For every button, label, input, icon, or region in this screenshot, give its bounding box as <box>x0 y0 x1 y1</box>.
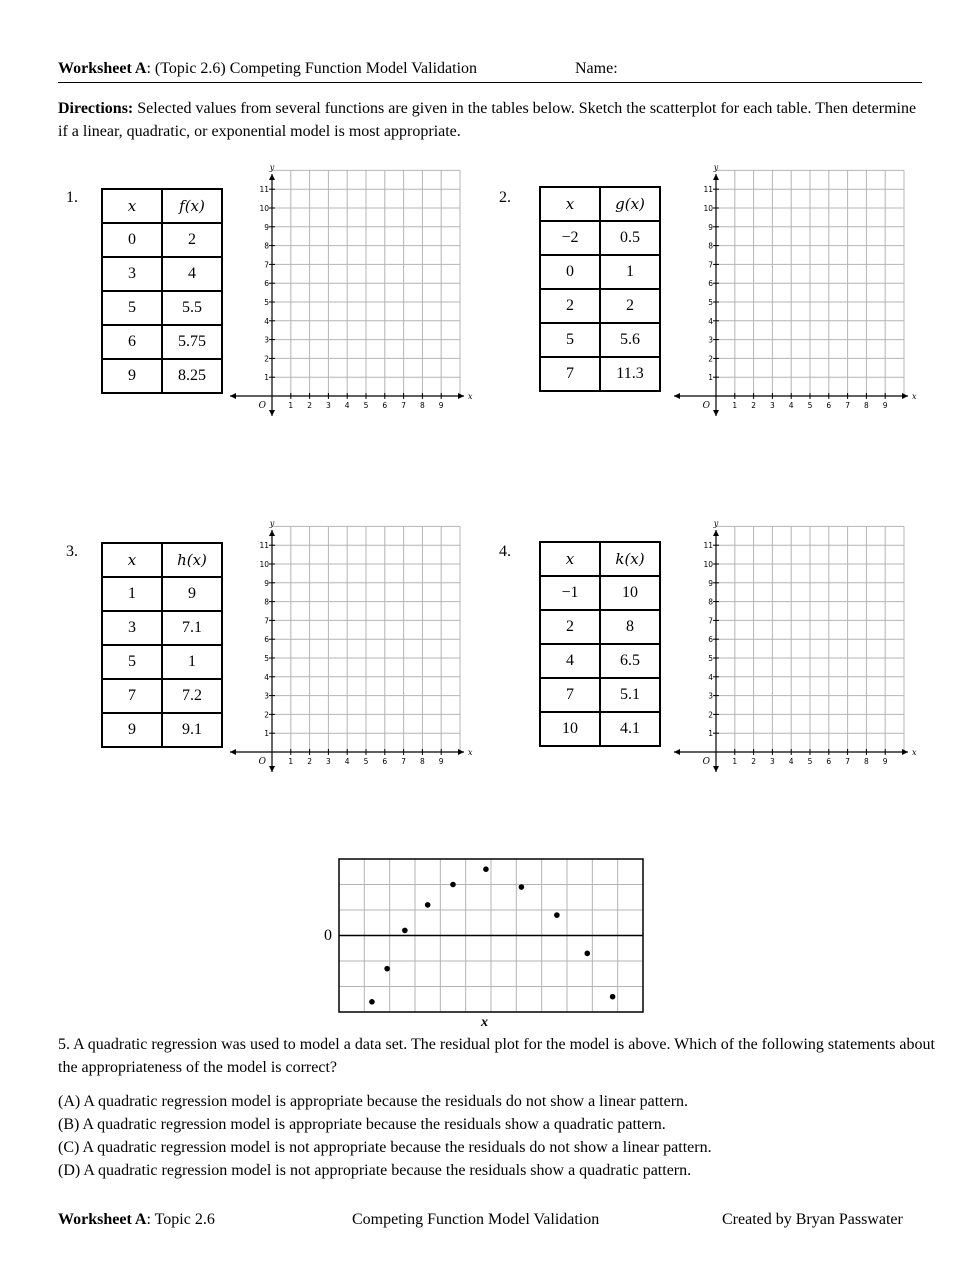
y-tick-label: 6 <box>708 635 713 645</box>
x-tick-label: 8 <box>420 401 425 410</box>
x-tick-label: 7 <box>401 757 406 766</box>
y-axis-label: y <box>269 519 275 528</box>
problem-2-graph[interactable] <box>672 160 918 420</box>
residual-point <box>483 866 489 872</box>
y-tick-label: 7 <box>708 616 713 626</box>
x-tick-label: 8 <box>864 401 869 410</box>
worksheet-header <box>58 58 922 83</box>
y-tick-label: 11 <box>703 541 713 551</box>
x-cell: 7 <box>540 357 600 391</box>
y-cell: 5.1 <box>600 678 660 712</box>
residual-point <box>369 999 375 1005</box>
table-header-row <box>102 189 222 223</box>
y-tick-label: 4 <box>708 672 713 682</box>
choice-b[interactable]: (B) A quadratic regression model is appropriate because the residuals show a quadratic pattern. <box>58 1116 666 1133</box>
x-tick-label: 3 <box>770 757 775 766</box>
residual-plot <box>338 858 644 1014</box>
x-tick-label: 1 <box>732 401 738 410</box>
y-tick-label: 10 <box>703 204 713 213</box>
x-axis-arrow-left <box>230 749 236 755</box>
x-header: x <box>102 189 162 223</box>
table-row <box>540 323 660 357</box>
y-tick-label: 8 <box>264 241 269 251</box>
x-cell: 10 <box>540 712 600 746</box>
table-header-row <box>540 187 660 221</box>
y-tick-label: 1 <box>264 729 269 739</box>
y-tick-label: 9 <box>708 578 713 588</box>
table-row <box>540 255 660 289</box>
y-cell: 4.1 <box>600 712 660 746</box>
y-tick-label: 3 <box>708 335 713 345</box>
residual-point <box>610 994 616 1000</box>
y-tick-label: 5 <box>264 654 269 663</box>
x-tick-label: 1 <box>288 757 294 766</box>
y-tick-label: 6 <box>264 635 269 645</box>
origin-label: O <box>702 757 710 767</box>
y-tick-label: 7 <box>264 616 269 626</box>
footer-left: Worksheet A: Topic 2.6 <box>58 1211 215 1228</box>
directions <box>58 97 928 143</box>
directions-label: Directions: <box>58 100 134 117</box>
y-tick-label: 1 <box>708 373 713 383</box>
residual-zero-label: 0 <box>324 927 332 944</box>
x-tick-label: 9 <box>882 401 888 410</box>
x-axis-arrow-right <box>458 393 464 399</box>
problem-2-table <box>539 186 661 392</box>
y-cell: 9.1 <box>162 713 222 747</box>
question-5-choices <box>58 1090 938 1182</box>
x-cell: 3 <box>102 257 162 291</box>
table-row <box>540 712 660 746</box>
y-tick-label: 6 <box>708 279 713 289</box>
x-cell: 5 <box>102 291 162 325</box>
x-tick-label: 5 <box>807 757 813 766</box>
x-tick-label: 2 <box>307 401 312 410</box>
y-axis-arrow-up <box>713 174 719 180</box>
y-tick-label: 11 <box>259 541 269 551</box>
choice-a[interactable]: (A) A quadratic regression model is appropriate because the residuals do not show a linear pattern. <box>58 1093 689 1110</box>
x-tick-label: 5 <box>363 757 369 766</box>
y-cell: 2 <box>600 289 660 323</box>
choice-c[interactable]: (C) A quadratic regression model is not appropriate because the residuals do not show a linear pattern. <box>58 1139 712 1156</box>
directions-text: Selected values from several functions are given in the tables below. Sketch the scatterplot for each table. Then determine if a linear, quadratic, or exponential model is most appropriate. <box>58 100 917 140</box>
x-tick-label: 7 <box>401 401 406 410</box>
x-axis-arrow-right <box>458 749 464 755</box>
y-axis-arrow-down <box>713 766 719 772</box>
y-cell: 0.5 <box>600 221 660 255</box>
x-tick-label: 2 <box>751 401 756 410</box>
x-tick-label: 7 <box>845 401 850 410</box>
footer-center: Competing Function Model Validation <box>352 1211 600 1228</box>
x-tick-label: 6 <box>382 757 388 766</box>
x-cell: 2 <box>540 289 600 323</box>
problem-4-number: 4. <box>499 543 511 560</box>
table-header-row <box>540 542 660 576</box>
problem-4-graph[interactable] <box>672 516 918 776</box>
residual-point <box>450 882 456 888</box>
y-tick-label: 1 <box>264 373 269 383</box>
x-cell: 7 <box>540 678 600 712</box>
x-cell: 9 <box>102 713 162 747</box>
problem-3-table <box>101 542 223 748</box>
y-cell: 5.75 <box>162 325 222 359</box>
y-cell: 7.1 <box>162 611 222 645</box>
y-tick-label: 7 <box>708 260 713 270</box>
y-cell: 1 <box>162 645 222 679</box>
g-header: g(x) <box>600 187 660 221</box>
x-axis-arrow-left <box>674 393 680 399</box>
x-axis-arrow-right <box>902 749 908 755</box>
x-cell: 6 <box>102 325 162 359</box>
y-axis-label: y <box>713 163 719 172</box>
x-cell: −2 <box>540 221 600 255</box>
x-tick-label: 4 <box>344 757 350 766</box>
origin-label: O <box>702 401 710 411</box>
x-header: x <box>102 543 162 577</box>
x-tick-label: 4 <box>788 757 794 766</box>
y-tick-label: 4 <box>708 316 713 326</box>
problem-1-graph[interactable] <box>228 160 474 420</box>
x-cell: 3 <box>102 611 162 645</box>
y-axis-arrow-down <box>269 410 275 416</box>
table-row <box>102 291 222 325</box>
y-tick-label: 1 <box>708 729 713 739</box>
y-axis-arrow-up <box>713 530 719 536</box>
table-row <box>540 610 660 644</box>
problem-1-number: 1. <box>66 189 78 206</box>
x-tick-label: 2 <box>307 757 312 766</box>
x-tick-label: 9 <box>438 401 444 410</box>
y-cell: 9 <box>162 577 222 611</box>
x-tick-label: 6 <box>826 401 832 410</box>
problem-2-number: 2. <box>499 189 511 206</box>
y-cell: 7.2 <box>162 679 222 713</box>
x-tick-label: 9 <box>882 757 888 766</box>
choice-d[interactable]: (D) A quadratic regression model is not appropriate because the residuals show a quadratic pattern. <box>58 1162 692 1179</box>
x-cell: 5 <box>102 645 162 679</box>
y-cell: 8.25 <box>162 359 222 393</box>
y-tick-label: 10 <box>259 560 269 569</box>
x-tick-label: 8 <box>864 757 869 766</box>
x-cell: 1 <box>102 577 162 611</box>
x-tick-label: 6 <box>826 757 832 766</box>
y-tick-label: 8 <box>708 597 713 607</box>
residual-point <box>384 966 390 972</box>
origin-label: O <box>258 757 266 767</box>
x-cell: −1 <box>540 576 600 610</box>
x-axis-label: x <box>468 392 473 401</box>
y-cell: 5.6 <box>600 323 660 357</box>
y-axis-arrow-down <box>269 766 275 772</box>
y-cell: 8 <box>600 610 660 644</box>
x-tick-label: 7 <box>845 757 850 766</box>
x-tick-label: 2 <box>751 757 756 766</box>
worksheet-title: Worksheet A: (Topic 2.6) Competing Function Model Validation <box>58 60 478 77</box>
name-label: Name: <box>575 60 618 77</box>
y-tick-label: 2 <box>708 354 713 364</box>
y-tick-label: 10 <box>259 204 269 213</box>
residual-point <box>425 902 431 908</box>
table-row <box>540 289 660 323</box>
k-header: k(x) <box>600 542 660 576</box>
y-tick-label: 7 <box>264 260 269 270</box>
x-tick-label: 5 <box>363 401 369 410</box>
x-header: x <box>540 187 600 221</box>
y-tick-label: 2 <box>264 710 269 720</box>
table-row <box>540 357 660 391</box>
x-axis-arrow-left <box>230 393 236 399</box>
y-tick-label: 9 <box>264 222 269 232</box>
x-axis-label: x <box>912 748 917 757</box>
residual-point <box>554 912 560 918</box>
y-axis-arrow-down <box>713 410 719 416</box>
y-tick-label: 4 <box>264 672 269 682</box>
x-tick-label: 4 <box>344 401 350 410</box>
table-row <box>540 221 660 255</box>
x-cell: 9 <box>102 359 162 393</box>
residual-point <box>584 951 590 957</box>
x-cell: 2 <box>540 610 600 644</box>
question-5-text: 5. A quadratic regression was used to model a data set. The residual plot for the model is above. Which of the following statements about the appropriateness of the model is correct? <box>58 1036 935 1076</box>
y-cell: 4 <box>162 257 222 291</box>
y-tick-label: 3 <box>708 691 713 701</box>
y-axis-arrow-up <box>269 530 275 536</box>
x-tick-label: 3 <box>770 401 775 410</box>
table-row <box>540 644 660 678</box>
x-axis-arrow-right <box>902 393 908 399</box>
table-row <box>102 257 222 291</box>
table-row <box>102 223 222 257</box>
x-tick-label: 8 <box>420 757 425 766</box>
table-header-row <box>102 543 222 577</box>
table-row <box>102 359 222 393</box>
x-tick-label: 3 <box>326 757 331 766</box>
problem-4-table <box>539 541 661 747</box>
x-cell: 4 <box>540 644 600 678</box>
x-axis-label: x <box>912 392 917 401</box>
table-row <box>102 325 222 359</box>
x-tick-label: 1 <box>732 757 738 766</box>
problem-3-number: 3. <box>66 543 78 560</box>
x-axis-label: x <box>468 748 473 757</box>
x-header: x <box>540 542 600 576</box>
x-tick-label: 1 <box>288 401 294 410</box>
y-tick-label: 11 <box>259 185 269 195</box>
f-header: f(x) <box>162 189 222 223</box>
table-row <box>540 576 660 610</box>
y-cell: 5.5 <box>162 291 222 325</box>
table-row <box>102 713 222 747</box>
problem-3-graph[interactable] <box>228 516 474 776</box>
x-cell: 0 <box>540 255 600 289</box>
table-row <box>102 679 222 713</box>
problem-1-table <box>101 188 223 394</box>
y-cell: 1 <box>600 255 660 289</box>
y-tick-label: 5 <box>708 298 713 307</box>
footer-right: Created by Bryan Passwater <box>722 1211 903 1228</box>
origin-label: O <box>258 401 266 411</box>
y-cell: 2 <box>162 223 222 257</box>
y-tick-label: 6 <box>264 279 269 289</box>
y-tick-label: 2 <box>264 354 269 364</box>
x-cell: 0 <box>102 223 162 257</box>
y-tick-label: 9 <box>264 578 269 588</box>
residual-x-label: x <box>481 1015 488 1030</box>
residual-point <box>402 928 408 934</box>
h-header: h(x) <box>162 543 222 577</box>
residual-point <box>519 884 525 890</box>
table-row <box>102 611 222 645</box>
y-cell: 11.3 <box>600 357 660 391</box>
x-cell: 7 <box>102 679 162 713</box>
y-axis-label: y <box>269 163 275 172</box>
y-tick-label: 10 <box>703 560 713 569</box>
table-row <box>540 678 660 712</box>
y-tick-label: 8 <box>264 597 269 607</box>
y-cell: 10 <box>600 576 660 610</box>
y-tick-label: 4 <box>264 316 269 326</box>
y-cell: 6.5 <box>600 644 660 678</box>
x-tick-label: 9 <box>438 757 444 766</box>
x-axis-arrow-left <box>674 749 680 755</box>
y-tick-label: 5 <box>708 654 713 663</box>
y-tick-label: 8 <box>708 241 713 251</box>
table-row <box>102 577 222 611</box>
y-tick-label: 2 <box>708 710 713 720</box>
table-row <box>102 645 222 679</box>
x-tick-label: 3 <box>326 401 331 410</box>
x-tick-label: 4 <box>788 401 794 410</box>
y-tick-label: 3 <box>264 335 269 345</box>
y-tick-label: 5 <box>264 298 269 307</box>
y-axis-label: y <box>713 519 719 528</box>
y-tick-label: 9 <box>708 222 713 232</box>
y-tick-label: 3 <box>264 691 269 701</box>
y-axis-arrow-up <box>269 174 275 180</box>
y-tick-label: 11 <box>703 185 713 195</box>
x-cell: 5 <box>540 323 600 357</box>
x-tick-label: 6 <box>382 401 388 410</box>
x-tick-label: 5 <box>807 401 813 410</box>
